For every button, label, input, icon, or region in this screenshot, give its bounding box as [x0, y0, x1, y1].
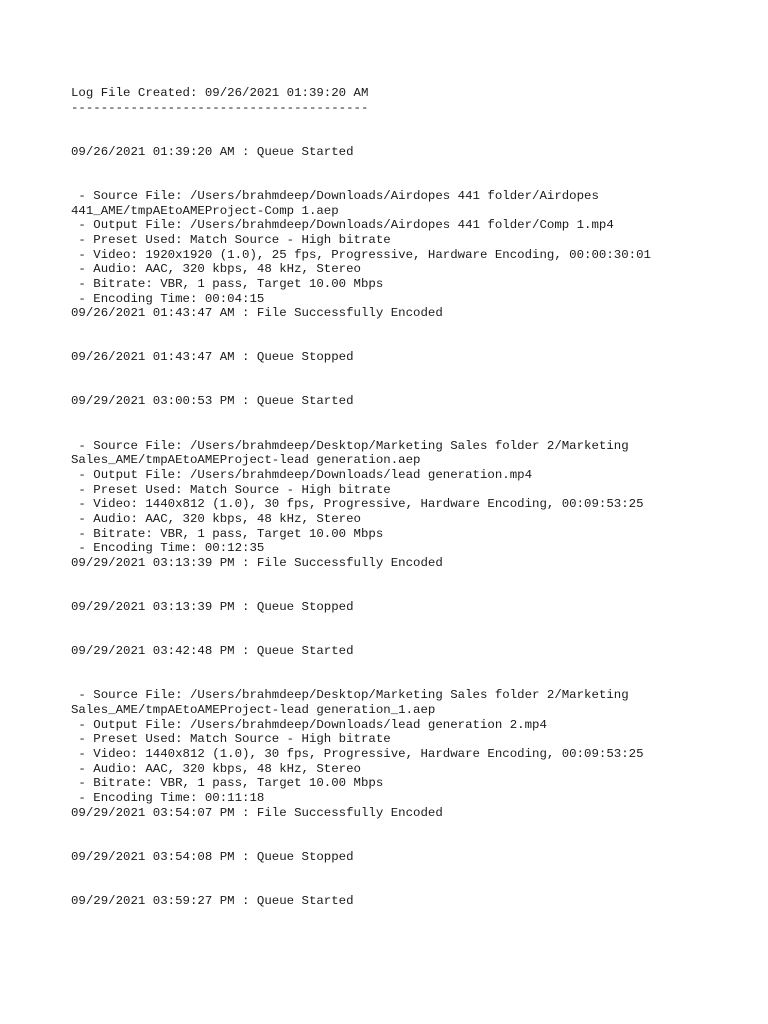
log-line: 09/29/2021 03:13:39 PM : File Successfully Encoded: [71, 556, 443, 570]
blank-line: [71, 820, 761, 835]
log-line: - Output File: /Users/brahmdeep/Downloads/lead generation 2.mp4: [71, 717, 547, 732]
log-line: - Audio: AAC, 320 kbps, 48 kHz, Stereo: [71, 761, 361, 776]
log-line: Sales_AME/tmpAEtoAMEProject-lead generation_1.aep: [71, 702, 436, 717]
blank-line: [71, 424, 761, 439]
blank-line: [71, 615, 761, 630]
log-line: - Video: 1440x812 (1.0), 30 fps, Progressive, Hardware Encoding, 00:09:53:25: [71, 497, 644, 512]
log-line: - Preset Used: Match Source - High bitrate: [71, 732, 391, 747]
log-line: - Audio: AAC, 320 kbps, 48 kHz, Stereo: [71, 511, 361, 526]
log-line: - Output File: /Users/brahmdeep/Downloads/Airdopes 441 folder/Comp 1.mp4: [71, 218, 614, 233]
log-line: ----------------------------------------: [71, 100, 369, 115]
log-line: - Preset Used: Match Source - High bitrate: [71, 482, 391, 497]
log-line: - Preset Used: Match Source - High bitrate: [71, 232, 391, 247]
log-line: 09/29/2021 03:13:39 PM : Queue Stopped: [71, 600, 354, 615]
log-line: Sales_AME/tmpAEtoAMEProject-lead generation.aep: [71, 453, 421, 468]
log-line: - Bitrate: VBR, 1 pass, Target 10.00 Mbps: [71, 776, 384, 791]
log-line: 09/26/2021 01:39:20 AM : Queue Started: [71, 144, 354, 159]
log-line: - Audio: AAC, 320 kbps, 48 kHz, Stereo: [71, 262, 361, 277]
blank-line: [71, 115, 761, 130]
blank-line: [71, 659, 761, 674]
blank-line: [71, 321, 761, 336]
log-line: - Video: 1920x1920 (1.0), 25 fps, Progressive, Hardware Encoding, 00:00:30:01: [71, 247, 651, 262]
blank-line: [71, 336, 761, 351]
log-text: [71, 86, 761, 909]
log-line: 09/26/2021 01:43:47 AM : File Successfully Encoded: [71, 306, 443, 321]
log-line: 09/26/2021 01:43:47 AM : Queue Stopped: [71, 350, 354, 365]
blank-line: [71, 365, 761, 380]
log-line: 09/29/2021 03:54:08 PM : Queue Stopped: [71, 849, 354, 864]
blank-line: [71, 585, 761, 600]
log-line: Log File Created: 09/26/2021 01:39:20 AM: [71, 86, 369, 100]
log-line: - Encoding Time: 00:12:35: [71, 541, 265, 556]
blank-line: [71, 571, 761, 586]
blank-line: [71, 409, 761, 424]
blank-line: [71, 174, 761, 189]
log-line: - Source File: /Users/brahmdeep/Desktop/Marketing Sales folder 2/Marketing: [71, 438, 629, 453]
log-line: 09/29/2021 03:00:53 PM : Queue Started: [71, 394, 354, 409]
log-line: - Bitrate: VBR, 1 pass, Target 10.00 Mbps: [71, 526, 384, 541]
log-line: 441_AME/tmpAEtoAMEProject-Comp 1.aep: [71, 203, 339, 218]
log-line: - Source File: /Users/brahmdeep/Downloads/Airdopes 441 folder/Airdopes: [71, 188, 599, 203]
log-line: 09/29/2021 03:42:48 PM : Queue Started: [71, 644, 354, 659]
blank-line: [71, 879, 761, 894]
log-line: - Encoding Time: 00:11:18: [71, 791, 265, 805]
blank-line: [71, 864, 761, 879]
log-line: - Bitrate: VBR, 1 pass, Target 10.00 Mbps: [71, 276, 384, 291]
log-line: - Video: 1440x812 (1.0), 30 fps, Progressive, Hardware Encoding, 00:09:53:25: [71, 746, 644, 761]
blank-line: [71, 674, 761, 689]
blank-line: [71, 130, 761, 145]
log-line: 09/29/2021 03:59:27 PM : Queue Started: [71, 893, 354, 908]
log-line: - Encoding Time: 00:04:15: [71, 291, 265, 306]
log-line: - Output File: /Users/brahmdeep/Downloads/lead generation.mp4: [71, 467, 533, 482]
blank-line: [71, 380, 761, 395]
blank-line: [71, 629, 761, 644]
log-line: - Source File: /Users/brahmdeep/Desktop/Marketing Sales folder 2/Marketing: [71, 688, 629, 703]
log-line: 09/29/2021 03:54:07 PM : File Successfully Encoded: [71, 805, 443, 820]
blank-line: [71, 835, 761, 850]
blank-line: [71, 159, 761, 174]
